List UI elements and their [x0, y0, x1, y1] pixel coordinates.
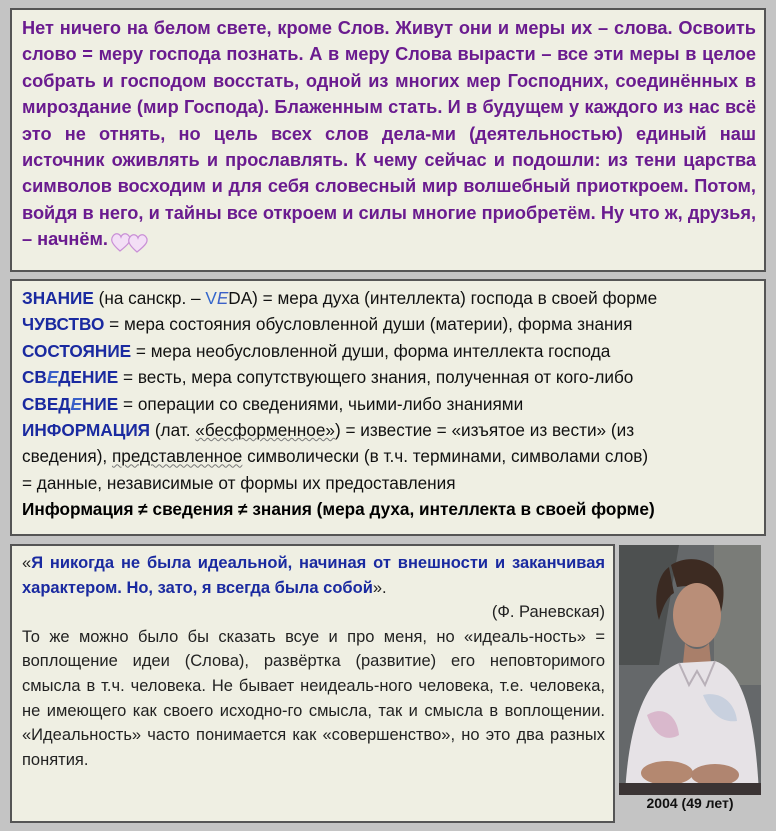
ranevskaya-quote [22, 551, 605, 600]
definitions-summary: Информация ≠ сведения ≠ знания (мера духа, интеллекта в своей форме) [22, 499, 655, 520]
def-text: = мера состояния обусловленной души (материи), форма знания [104, 314, 633, 335]
quote-open: « [22, 554, 32, 572]
quote-panel [10, 544, 615, 823]
quote-text: Я никогда не была идеальной, начиная от внешности и заканчивая характером. Но, зато, я всегда была собой [22, 554, 605, 597]
def-note: (на санскр. – [93, 288, 206, 308]
def-znanie [22, 285, 756, 311]
quote-attribution: (Ф. Раневская) [491, 603, 605, 622]
def-text: символически (в т.ч. терминами, символами слов) [242, 446, 649, 467]
stress-letter: Е [46, 367, 59, 388]
term-svedenie-news [22, 367, 118, 387]
def-text: сведения), [22, 446, 112, 467]
intro-paragraph [22, 15, 756, 253]
portrait-photo [619, 545, 761, 795]
def-text: = весть, мера сопутствующего знания, полученная от кого-либо [118, 367, 634, 388]
def-sostoyanie [22, 338, 756, 364]
portrait-illustration [619, 545, 761, 795]
term-svedenie-ops [22, 394, 118, 414]
def-svedenie-news [22, 364, 756, 390]
term-sostoyanie: СОСТОЯНИЕ [22, 340, 132, 361]
def-text: = мера духа (интеллекта) господа в своей форме [257, 288, 658, 308]
definitions-panel [10, 279, 766, 536]
veda-e: E [216, 288, 229, 308]
term-informatsiya: ИНФОРМАЦИЯ [22, 420, 151, 441]
def-note: (лат. [150, 420, 196, 441]
def-text: ) = известие = «изъятое из вести» (из [334, 420, 635, 441]
term-part: НИЕ [82, 393, 119, 414]
term-part: СВЕД [22, 393, 71, 414]
def-note-end: DA) [228, 288, 258, 308]
intro-panel [10, 8, 766, 272]
def-informatsiya-cont [22, 443, 756, 469]
def-text: = операции со сведениями, чьими-либо знаниями [118, 393, 524, 414]
def-text: = данные, независимые от формы их предоставления [22, 472, 456, 493]
intro-text: Нет ничего на белом свете, кроме Слов. Живут они и меры их – слова. Освоить слово = меру господа познать. А в меру Слова вырасти – все эти меры в целое собрать и господом восстать, одной из многих мер Господних, соединённых в мироздание (мир Господа). Блаженным стать. И в будущем у каждого из нас всё это не отнять, но цель всех слов дела-ми (деятельностью) единый наш источник оживлять и прославлять. К чему сейчас и подошли: из тени царства символов восходим и для себя словесный мир волшебный приоткроем. Потом, войдя в него, и тайны все откроем и силы многие приобретём. Ну что ж, друзья, – начнём. [22, 18, 756, 250]
commentary-text: То же можно было бы сказать всуе и про меня, но «идеаль-ность» = воплощение идеи (Слова), развёртка (развитие) его неповторимого смысла в т.ч. человека. Не бывает неидеаль-ного человека, т.е. человека, не имеющего как своего исходно-го смысла, так и смысла в воплощении. «Идеальность» часто понимается как «совершенство», но это два разных понятия. [22, 627, 605, 769]
def-text-underlined: представленное [111, 446, 243, 467]
veda-v: V [205, 288, 217, 308]
def-text: = мера необусловленной души, форма интеллекта господа [131, 340, 611, 361]
stress-letter: Е [70, 393, 83, 414]
term-znanie: ЗНАНИЕ [22, 288, 94, 308]
quote-close: ». [372, 578, 387, 597]
def-informatsiya [22, 417, 756, 443]
def-chuvstvo [22, 311, 756, 337]
def-svedenie-ops [22, 391, 756, 417]
term-chuvstvo: ЧУВСТВО [22, 314, 105, 335]
def-informatsiya-cont2 [22, 470, 756, 496]
hearts-icon [110, 231, 152, 253]
term-part: СВ [22, 367, 47, 388]
latin-gloss: «бесформенное» [195, 420, 335, 441]
term-part: ДЕНИЕ [58, 367, 119, 388]
photo-caption: 2004 (49 лет) [646, 795, 734, 811]
